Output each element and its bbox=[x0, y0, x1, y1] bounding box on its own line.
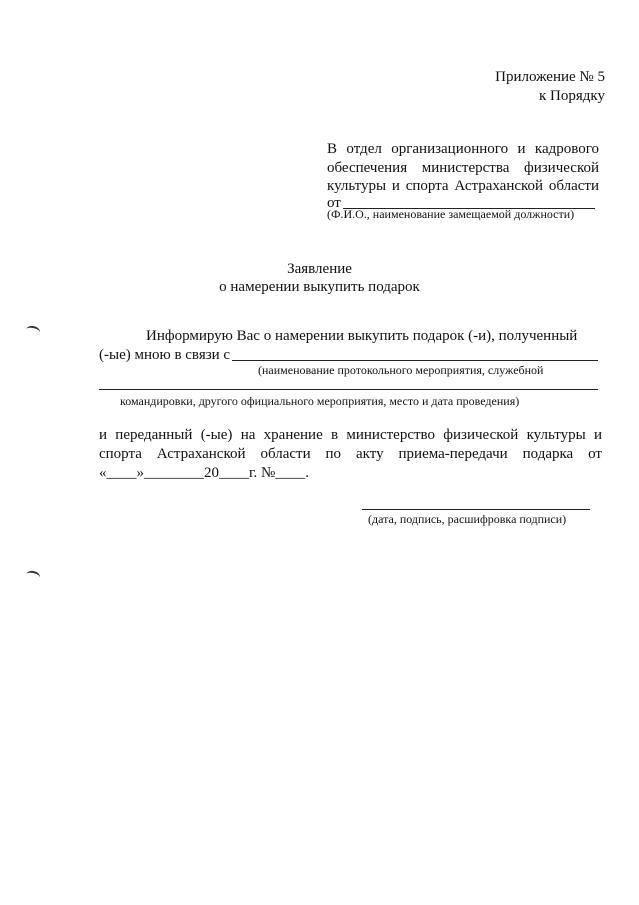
signature-field-hint: (дата, подпись, расшифровка подписи) bbox=[368, 512, 567, 526]
annex-reference: к Порядку bbox=[539, 88, 605, 104]
punch-hole-mark bbox=[25, 325, 41, 338]
addressee-line-2: обеспечения министерства физической bbox=[327, 160, 599, 176]
event-field-hint-1: (наименование протокольного мероприятия, служебной bbox=[258, 363, 544, 377]
from-field-hint: (Ф.И.О., наименование замещаемой должности) bbox=[327, 207, 575, 221]
event-field-line-1[interactable] bbox=[232, 360, 598, 361]
addressee-line-1: В отдел организационного и кадрового bbox=[327, 141, 599, 157]
paragraph-2-line-3: «____»________20____г. №____. bbox=[99, 465, 310, 481]
document-title: Заявление bbox=[287, 261, 352, 277]
annex-number: Приложение № 5 bbox=[495, 69, 605, 85]
paragraph-1-line-2: (-ые) мною в связи с bbox=[99, 347, 231, 363]
event-field-hint-2: командировки, другого официального мероприятия, место и дата проведения) bbox=[120, 394, 520, 408]
paragraph-1-line-1: Информирую Вас о намерении выкупить подарок (-и), полученный bbox=[146, 328, 578, 344]
addressee-line-3: культуры и спорта Астраханской области bbox=[327, 178, 599, 194]
signature-field-line[interactable] bbox=[362, 509, 590, 510]
from-label: от bbox=[327, 195, 341, 211]
document-subtitle: о намерении выкупить подарок bbox=[219, 279, 420, 295]
paragraph-2-line-1: и переданный (-ые) на хранение в министерство физической культуры и bbox=[99, 427, 602, 443]
paragraph-2-line-2: спорта Астраханской области по акту приема-передачи подарка от bbox=[99, 446, 602, 462]
event-field-line-2[interactable] bbox=[99, 389, 598, 390]
punch-hole-mark bbox=[25, 570, 41, 583]
